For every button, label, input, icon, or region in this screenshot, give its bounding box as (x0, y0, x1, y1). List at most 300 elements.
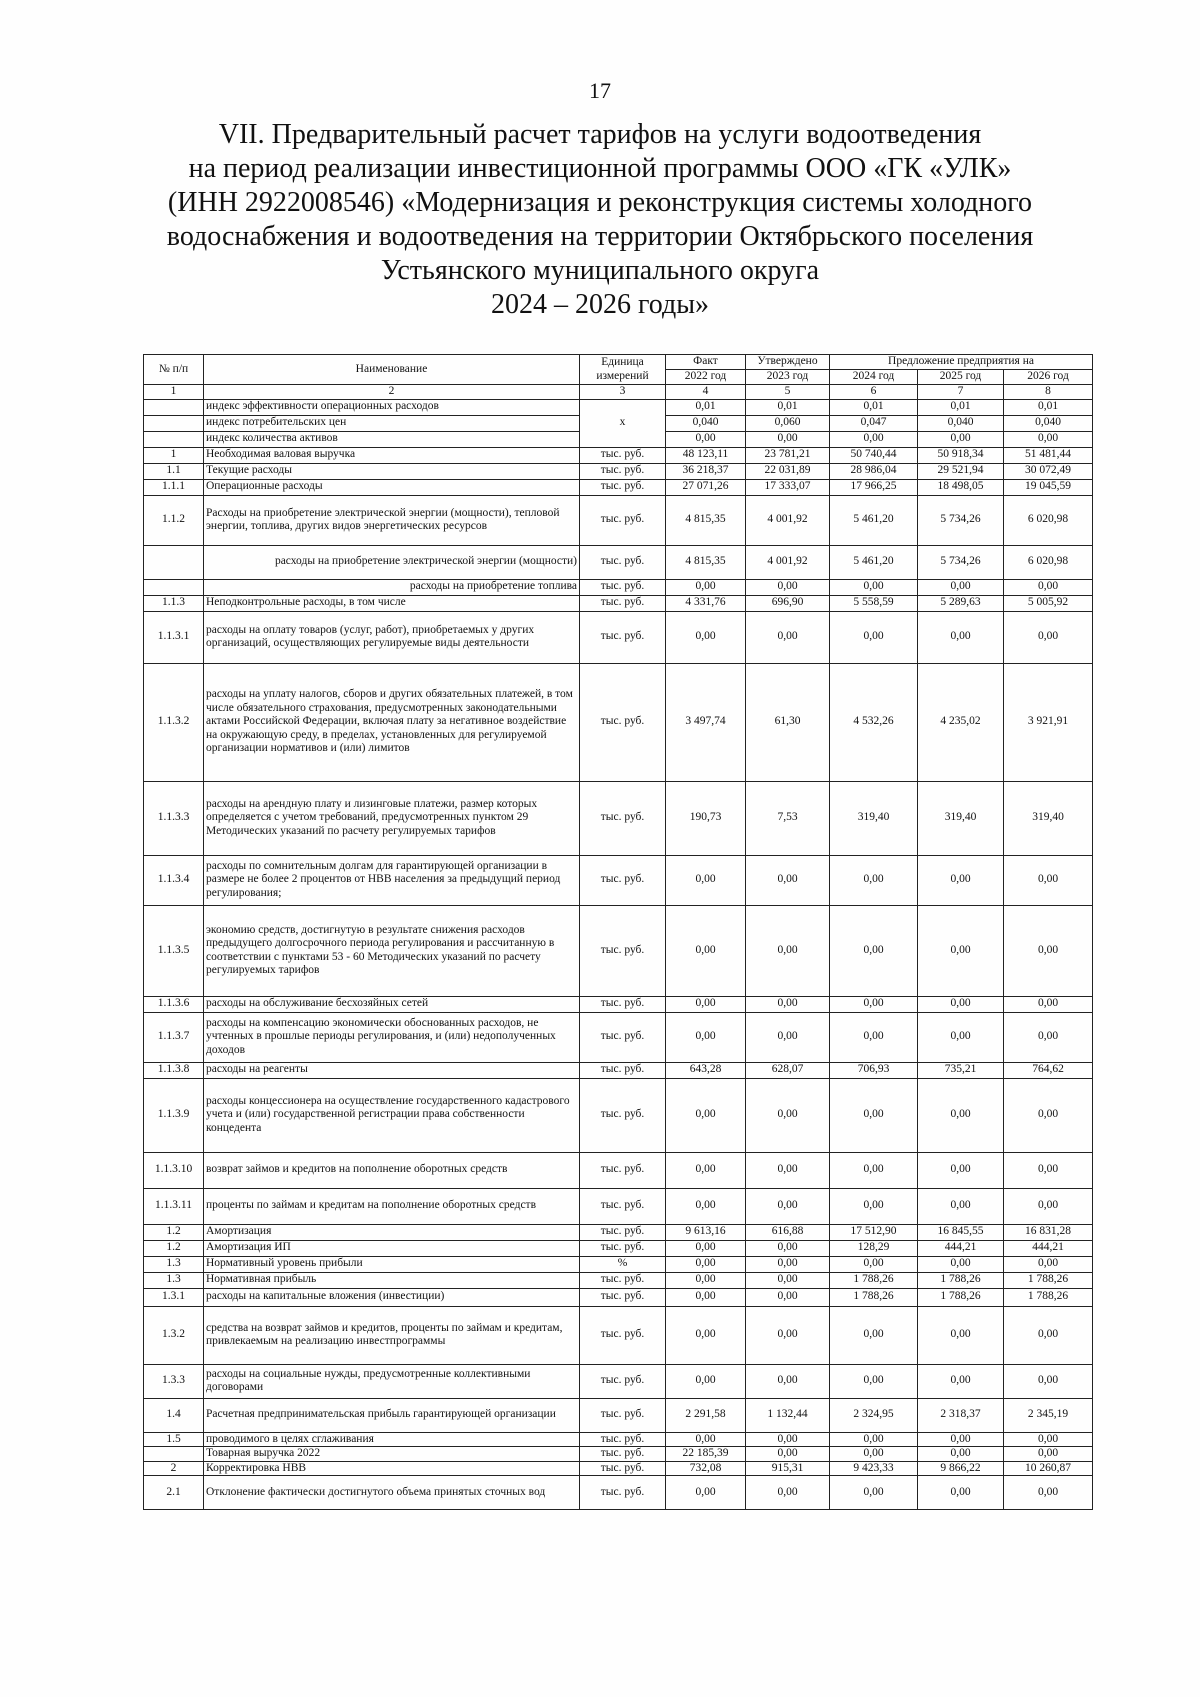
row-name: Расходы на приобретение электрической энергии (мощности), тепловой энергии, топлива, других видов энергетических ресурсов (204, 495, 580, 545)
row-value: 319,40 (918, 781, 1004, 855)
row-value: 0,00 (746, 1432, 830, 1447)
row-num: 1.3.2 (144, 1306, 204, 1364)
row-value: 0,00 (666, 431, 746, 447)
row-value: 0,00 (1004, 996, 1093, 1012)
row-value: 0,00 (746, 1152, 830, 1188)
header-fact-year: 2022 год (666, 370, 746, 385)
row-value: 0,00 (830, 905, 918, 996)
row-num: 1.3 (144, 1272, 204, 1288)
row-value: 0,00 (666, 1432, 746, 1447)
table-row (144, 1476, 1093, 1510)
row-value: 0,00 (918, 1012, 1004, 1062)
row-name: средства на возврат займов и кредитов, проценты по займам и кредитам, привлекаемым на реализацию инвестпрограммы (204, 1306, 580, 1364)
row-value: 0,01 (830, 399, 918, 415)
row-num: 1.1.3.7 (144, 1012, 204, 1062)
row-value: 706,93 (830, 1062, 918, 1078)
row-name: индекс потребительских цен (204, 415, 580, 431)
header-fact: Факт (666, 355, 746, 370)
row-unit: тыс. руб. (580, 545, 666, 579)
row-value: 0,00 (830, 1476, 918, 1510)
col-number: 3 (580, 385, 666, 400)
row-value: 0,00 (830, 1256, 918, 1272)
row-value: 0,00 (746, 905, 830, 996)
header-name: Наименование (204, 355, 580, 385)
row-value: 190,73 (666, 781, 746, 855)
row-value: 6 020,98 (1004, 495, 1093, 545)
index-row (144, 399, 1093, 415)
row-unit: тыс. руб. (580, 1364, 666, 1398)
row-value: 3 921,91 (1004, 663, 1093, 781)
header-2024: 2024 год (830, 370, 918, 385)
row-num (144, 431, 204, 447)
row-value: 444,21 (1004, 1240, 1093, 1256)
row-num: 1.1.3.5 (144, 905, 204, 996)
row-name: расходы на арендную плату и лизинговые платежи, размер которых определяется с учетом требований, предусмотренных пунктом 29 Методических указаний по расчету регулируемых тарифов (204, 781, 580, 855)
row-value: 1 788,26 (830, 1288, 918, 1306)
row-value: 735,21 (918, 1062, 1004, 1078)
row-value: 0,00 (830, 1364, 918, 1398)
table-body (144, 355, 1093, 1510)
row-value: 2 345,19 (1004, 1398, 1093, 1432)
row-name: Корректировка НВВ (204, 1461, 580, 1476)
row-num: 2 (144, 1461, 204, 1476)
row-value: 1 788,26 (918, 1288, 1004, 1306)
row-value: 5 734,26 (918, 545, 1004, 579)
row-value: 0,00 (830, 1152, 918, 1188)
row-value: 30 072,49 (1004, 463, 1093, 479)
row-name: Операционные расходы (204, 479, 580, 495)
row-num (144, 399, 204, 415)
row-value: 0,00 (1004, 1188, 1093, 1224)
row-unit: тыс. руб. (580, 1288, 666, 1306)
row-value: 0,00 (666, 1288, 746, 1306)
table-row (144, 545, 1093, 579)
table-row (144, 479, 1093, 495)
row-value: 0,00 (918, 431, 1004, 447)
table-row (144, 663, 1093, 781)
row-value: 17 512,90 (830, 1224, 918, 1240)
row-value: 17 966,25 (830, 479, 918, 495)
row-value: 0,060 (746, 415, 830, 431)
row-value: 0,00 (1004, 1447, 1093, 1462)
col-number: 2 (204, 385, 580, 400)
row-unit: тыс. руб. (580, 1188, 666, 1224)
row-value: 0,00 (666, 905, 746, 996)
row-name: индекс количества активов (204, 431, 580, 447)
row-value: 29 521,94 (918, 463, 1004, 479)
header-2026: 2026 год (1004, 370, 1093, 385)
row-unit: тыс. руб. (580, 495, 666, 545)
title-line: (ИНН 2922008546) «Модернизация и реконструкция системы холодного (167, 187, 1033, 218)
row-value: 0,00 (666, 579, 746, 595)
row-name: расходы по сомнительным долгам для гарантирующей организации в размере не более 2 процентов от НВВ населения за предыдущий период регулирования; (204, 855, 580, 905)
row-value: 128,29 (830, 1240, 918, 1256)
row-num: 1.5 (144, 1432, 204, 1447)
row-num: 1.1.1 (144, 479, 204, 495)
row-num: 1.1.2 (144, 495, 204, 545)
row-value: 0,00 (666, 1256, 746, 1272)
row-value: 0,00 (830, 611, 918, 663)
row-name: Амортизация ИП (204, 1240, 580, 1256)
row-value: 0,00 (666, 1476, 746, 1510)
row-unit: % (580, 1256, 666, 1272)
row-value: 5 734,26 (918, 495, 1004, 545)
row-value: 0,00 (830, 1078, 918, 1152)
row-value: 0,00 (666, 1188, 746, 1224)
row-value: 0,00 (666, 1306, 746, 1364)
title-line: 2024 – 2026 годы» (490, 289, 710, 320)
row-value: 16 831,28 (1004, 1224, 1093, 1240)
row-name: проценты по займам и кредитам на пополнение оборотных средств (204, 1188, 580, 1224)
table-row (144, 1012, 1093, 1062)
row-value: 0,00 (830, 1306, 918, 1364)
header-row (144, 355, 1093, 370)
row-value: 7,53 (746, 781, 830, 855)
row-value: 1 132,44 (746, 1398, 830, 1432)
row-unit: тыс. руб. (580, 996, 666, 1012)
row-num: 1.1.3.4 (144, 855, 204, 905)
row-value: 0,01 (746, 399, 830, 415)
row-value: 0,040 (918, 415, 1004, 431)
table-row (144, 1224, 1093, 1240)
row-value: 0,00 (1004, 611, 1093, 663)
table-row (144, 1364, 1093, 1398)
row-value: 0,00 (666, 1078, 746, 1152)
row-value: 9 866,22 (918, 1461, 1004, 1476)
row-name: Необходимая валовая выручка (204, 447, 580, 463)
row-value: 0,00 (918, 611, 1004, 663)
row-name: расходы на оплату товаров (услуг, работ), приобретаемых у других организаций, осуществляющих регулируемые виды деятельности (204, 611, 580, 663)
row-unit: тыс. руб. (580, 1476, 666, 1510)
row-num (144, 579, 204, 595)
row-value: 0,00 (918, 1188, 1004, 1224)
row-value: 0,00 (1004, 1364, 1093, 1398)
table-row (144, 447, 1093, 463)
table-row (144, 855, 1093, 905)
row-value: 19 045,59 (1004, 479, 1093, 495)
row-value: 0,00 (666, 996, 746, 1012)
row-name: расходы на приобретение топлива (204, 579, 580, 595)
row-name: расходы на реагенты (204, 1062, 580, 1078)
row-value: 616,88 (746, 1224, 830, 1240)
table-row (144, 595, 1093, 611)
table-row (144, 1306, 1093, 1364)
row-unit: тыс. руб. (580, 1306, 666, 1364)
row-value: 0,00 (666, 1364, 746, 1398)
header-unit: Единица измерений (580, 355, 666, 385)
row-num: 1.3.3 (144, 1364, 204, 1398)
row-name: расходы на уплату налогов, сборов и других обязательных платежей, в том числе обязательного страхования, предусмотренных законодательными актами Российской Федерации, включая плату за негативное воздействие на окружающую среду, в пределах, установленных для регулируемой организации нормативов и (или) лимитов (204, 663, 580, 781)
row-value: 0,00 (746, 996, 830, 1012)
row-unit: тыс. руб. (580, 1398, 666, 1432)
row-num: 1.1.3.3 (144, 781, 204, 855)
row-value: 0,00 (746, 1188, 830, 1224)
row-value: 22 031,89 (746, 463, 830, 479)
table-row (144, 905, 1093, 996)
row-num: 1.2 (144, 1240, 204, 1256)
table-row (144, 1078, 1093, 1152)
row-name: расходы на компенсацию экономически обоснованных расходов, не учтенных в прошлые периоды регулирования, и (или) недополученных доходов (204, 1012, 580, 1062)
row-value: 696,90 (746, 595, 830, 611)
table-row (144, 1152, 1093, 1188)
row-num (144, 415, 204, 431)
row-unit: тыс. руб. (580, 1432, 666, 1447)
row-value: 4 331,76 (666, 595, 746, 611)
header-num: № п/п (144, 355, 204, 385)
row-value: 0,00 (918, 855, 1004, 905)
row-value: 0,00 (746, 1364, 830, 1398)
row-name: Отклонение фактически достигнутого объема принятых сточных вод (204, 1476, 580, 1510)
col-number: 6 (830, 385, 918, 400)
row-value: 0,00 (746, 1240, 830, 1256)
row-value: 27 071,26 (666, 479, 746, 495)
row-value: 1 788,26 (1004, 1272, 1093, 1288)
row-value: 0,00 (746, 1476, 830, 1510)
row-value: 48 123,11 (666, 447, 746, 463)
row-value: 22 185,39 (666, 1447, 746, 1462)
title-line: Устьянского муниципального округа (380, 255, 820, 286)
row-num: 1.1.3.2 (144, 663, 204, 781)
row-num: 2.1 (144, 1476, 204, 1510)
header-2025: 2025 год (918, 370, 1004, 385)
row-value: 0,00 (830, 1012, 918, 1062)
row-value: 23 781,21 (746, 447, 830, 463)
row-value: 0,00 (830, 1188, 918, 1224)
row-num: 1.2 (144, 1224, 204, 1240)
row-value: 4 001,92 (746, 495, 830, 545)
table-row (144, 996, 1093, 1012)
row-value: 319,40 (1004, 781, 1093, 855)
row-value: 0,00 (918, 1152, 1004, 1188)
row-num: 1.1.3.6 (144, 996, 204, 1012)
row-unit: тыс. руб. (580, 1240, 666, 1256)
row-name: расходы на социальные нужды, предусмотренные коллективными договорами (204, 1364, 580, 1398)
row-value: 5 289,63 (918, 595, 1004, 611)
row-unit: тыс. руб. (580, 1078, 666, 1152)
row-num: 1.1.3 (144, 595, 204, 611)
row-unit: тыс. руб. (580, 781, 666, 855)
table-row (144, 1272, 1093, 1288)
row-value: 0,00 (666, 1272, 746, 1288)
row-num: 1.3 (144, 1256, 204, 1272)
row-unit: тыс. руб. (580, 1272, 666, 1288)
row-value: 0,00 (1004, 431, 1093, 447)
row-value: 0,00 (830, 1432, 918, 1447)
row-unit: х (580, 399, 666, 447)
row-unit: тыс. руб. (580, 479, 666, 495)
row-num: 1.1.3.1 (144, 611, 204, 663)
row-value: 2 324,95 (830, 1398, 918, 1432)
row-value: 2 291,58 (666, 1398, 746, 1432)
row-name: индекс эффективности операционных расходов (204, 399, 580, 415)
row-value: 16 845,55 (918, 1224, 1004, 1240)
row-unit: тыс. руб. (580, 447, 666, 463)
row-value: 0,00 (830, 855, 918, 905)
row-name: Неподконтрольные расходы, в том числе (204, 595, 580, 611)
row-value: 0,00 (918, 1447, 1004, 1462)
row-value: 50 740,44 (830, 447, 918, 463)
row-num (144, 1447, 204, 1462)
row-value: 0,00 (1004, 905, 1093, 996)
row-unit: тыс. руб. (580, 663, 666, 781)
row-value: 0,00 (1004, 1078, 1093, 1152)
row-value: 17 333,07 (746, 479, 830, 495)
row-value: 5 461,20 (830, 495, 918, 545)
row-num: 1.4 (144, 1398, 204, 1432)
row-value: 4 001,92 (746, 545, 830, 579)
row-num (144, 545, 204, 579)
row-value: 444,21 (918, 1240, 1004, 1256)
row-unit: тыс. руб. (580, 1461, 666, 1476)
table-row (144, 579, 1093, 595)
row-value: 732,08 (666, 1461, 746, 1476)
row-value: 0,00 (918, 579, 1004, 595)
row-name: проводимого в целях сглаживания (204, 1432, 580, 1447)
row-value: 0,00 (918, 996, 1004, 1012)
table-row (144, 1398, 1093, 1432)
col-number: 8 (1004, 385, 1093, 400)
row-value: 0,00 (746, 1288, 830, 1306)
table-row (144, 495, 1093, 545)
row-value: 0,00 (746, 1447, 830, 1462)
row-value: 915,31 (746, 1461, 830, 1476)
row-value: 0,00 (918, 1432, 1004, 1447)
row-unit: тыс. руб. (580, 595, 666, 611)
row-value: 4 532,26 (830, 663, 918, 781)
row-num: 1.3.1 (144, 1288, 204, 1306)
row-value: 5 461,20 (830, 545, 918, 579)
row-value: 0,00 (918, 1364, 1004, 1398)
row-value: 0,00 (666, 855, 746, 905)
row-name: Текущие расходы (204, 463, 580, 479)
row-value: 61,30 (746, 663, 830, 781)
row-value: 0,00 (746, 855, 830, 905)
row-value: 1 788,26 (1004, 1288, 1093, 1306)
row-unit: тыс. руб. (580, 1224, 666, 1240)
row-value: 0,00 (746, 1256, 830, 1272)
row-value: 0,00 (1004, 579, 1093, 595)
row-value: 0,00 (1004, 1012, 1093, 1062)
row-value: 0,00 (666, 611, 746, 663)
header-approved-year: 2023 год (746, 370, 830, 385)
row-value: 0,00 (1004, 1476, 1093, 1510)
row-value: 0,00 (1004, 1432, 1093, 1447)
row-value: 51 481,44 (1004, 447, 1093, 463)
row-value: 764,62 (1004, 1062, 1093, 1078)
row-name: Нормативный уровень прибыли (204, 1256, 580, 1272)
row-value: 0,00 (918, 1078, 1004, 1152)
row-value: 0,00 (1004, 1152, 1093, 1188)
row-value: 0,00 (666, 1012, 746, 1062)
row-value: 0,00 (746, 1078, 830, 1152)
row-value: 4 235,02 (918, 663, 1004, 781)
table-row (144, 781, 1093, 855)
row-value: 6 020,98 (1004, 545, 1093, 579)
row-value: 3 497,74 (666, 663, 746, 781)
row-name: расходы на приобретение электрической энергии (мощности) (204, 545, 580, 579)
title-line: VII. Предварительный расчет тарифов на услуги водоотведения (218, 119, 982, 150)
row-num: 1.1.3.9 (144, 1078, 204, 1152)
row-name: расходы на капитальные вложения (инвестиции) (204, 1288, 580, 1306)
row-value: 0,00 (1004, 855, 1093, 905)
row-name: возврат займов и кредитов на пополнение оборотных средств (204, 1152, 580, 1188)
row-value: 319,40 (830, 781, 918, 855)
row-value: 0,00 (830, 431, 918, 447)
row-value: 4 815,35 (666, 545, 746, 579)
table-row (144, 1188, 1093, 1224)
row-name: экономию средств, достигнутую в результате снижения расходов предыдущего долгосрочного периода регулирования и рассчитанную в соответствии с пунктами 53 - 60 Методических указаний по расчету регулируемых тарифов (204, 905, 580, 996)
row-unit: тыс. руб. (580, 579, 666, 595)
header-approved: Утверждено (746, 355, 830, 370)
row-value: 1 788,26 (830, 1272, 918, 1288)
row-value: 50 918,34 (918, 447, 1004, 463)
col-number: 7 (918, 385, 1004, 400)
col-number: 4 (666, 385, 746, 400)
row-num: 1 (144, 447, 204, 463)
row-value: 0,00 (830, 579, 918, 595)
row-value: 0,00 (918, 1256, 1004, 1272)
row-value: 36 218,37 (666, 463, 746, 479)
row-value: 0,00 (746, 1012, 830, 1062)
row-value: 0,00 (830, 1447, 918, 1462)
title-line: на период реализации инвестиционной программы ООО «ГК «УЛК» (188, 153, 1012, 184)
row-value: 0,00 (1004, 1306, 1093, 1364)
row-value: 4 815,35 (666, 495, 746, 545)
row-name: Амортизация (204, 1224, 580, 1240)
row-unit: тыс. руб. (580, 463, 666, 479)
row-unit: тыс. руб. (580, 1012, 666, 1062)
table-row (144, 1062, 1093, 1078)
col-number: 5 (746, 385, 830, 400)
row-value: 18 498,05 (918, 479, 1004, 495)
row-value: 5 005,92 (1004, 595, 1093, 611)
table-row (144, 1256, 1093, 1272)
row-value: 0,00 (666, 1240, 746, 1256)
row-num: 1.1.3.8 (144, 1062, 204, 1078)
row-unit: тыс. руб. (580, 905, 666, 996)
row-value: 628,07 (746, 1062, 830, 1078)
column-number-row (144, 385, 1093, 400)
tariff-table (143, 354, 1093, 1510)
header-proposal: Предложение предприятия на (830, 355, 1093, 370)
table-row (144, 1288, 1093, 1306)
row-value: 0,00 (1004, 1256, 1093, 1272)
row-name: Расчетная предпринимательская прибыль гарантирующей организации (204, 1398, 580, 1432)
row-value: 0,00 (918, 1306, 1004, 1364)
row-value: 0,00 (918, 905, 1004, 996)
row-value: 0,040 (1004, 415, 1093, 431)
row-value: 9 423,33 (830, 1461, 918, 1476)
table-row (144, 1447, 1093, 1462)
table-row (144, 463, 1093, 479)
row-value: 0,00 (830, 996, 918, 1012)
title-line: водоснабжения и водоотведения на территории Октябрьского поселения (166, 221, 1034, 252)
row-value: 1 788,26 (918, 1272, 1004, 1288)
row-name: Нормативная прибыль (204, 1272, 580, 1288)
row-unit: тыс. руб. (580, 1447, 666, 1462)
row-num: 1.1 (144, 463, 204, 479)
row-value: 643,28 (666, 1062, 746, 1078)
table-row (144, 1461, 1093, 1476)
row-value: 0,00 (746, 431, 830, 447)
row-value: 0,00 (918, 1476, 1004, 1510)
page-number: 17 (589, 78, 611, 103)
row-value: 0,040 (666, 415, 746, 431)
row-unit: тыс. руб. (580, 1152, 666, 1188)
row-value: 0,00 (746, 611, 830, 663)
row-num: 1.1.3.10 (144, 1152, 204, 1188)
row-value: 9 613,16 (666, 1224, 746, 1240)
